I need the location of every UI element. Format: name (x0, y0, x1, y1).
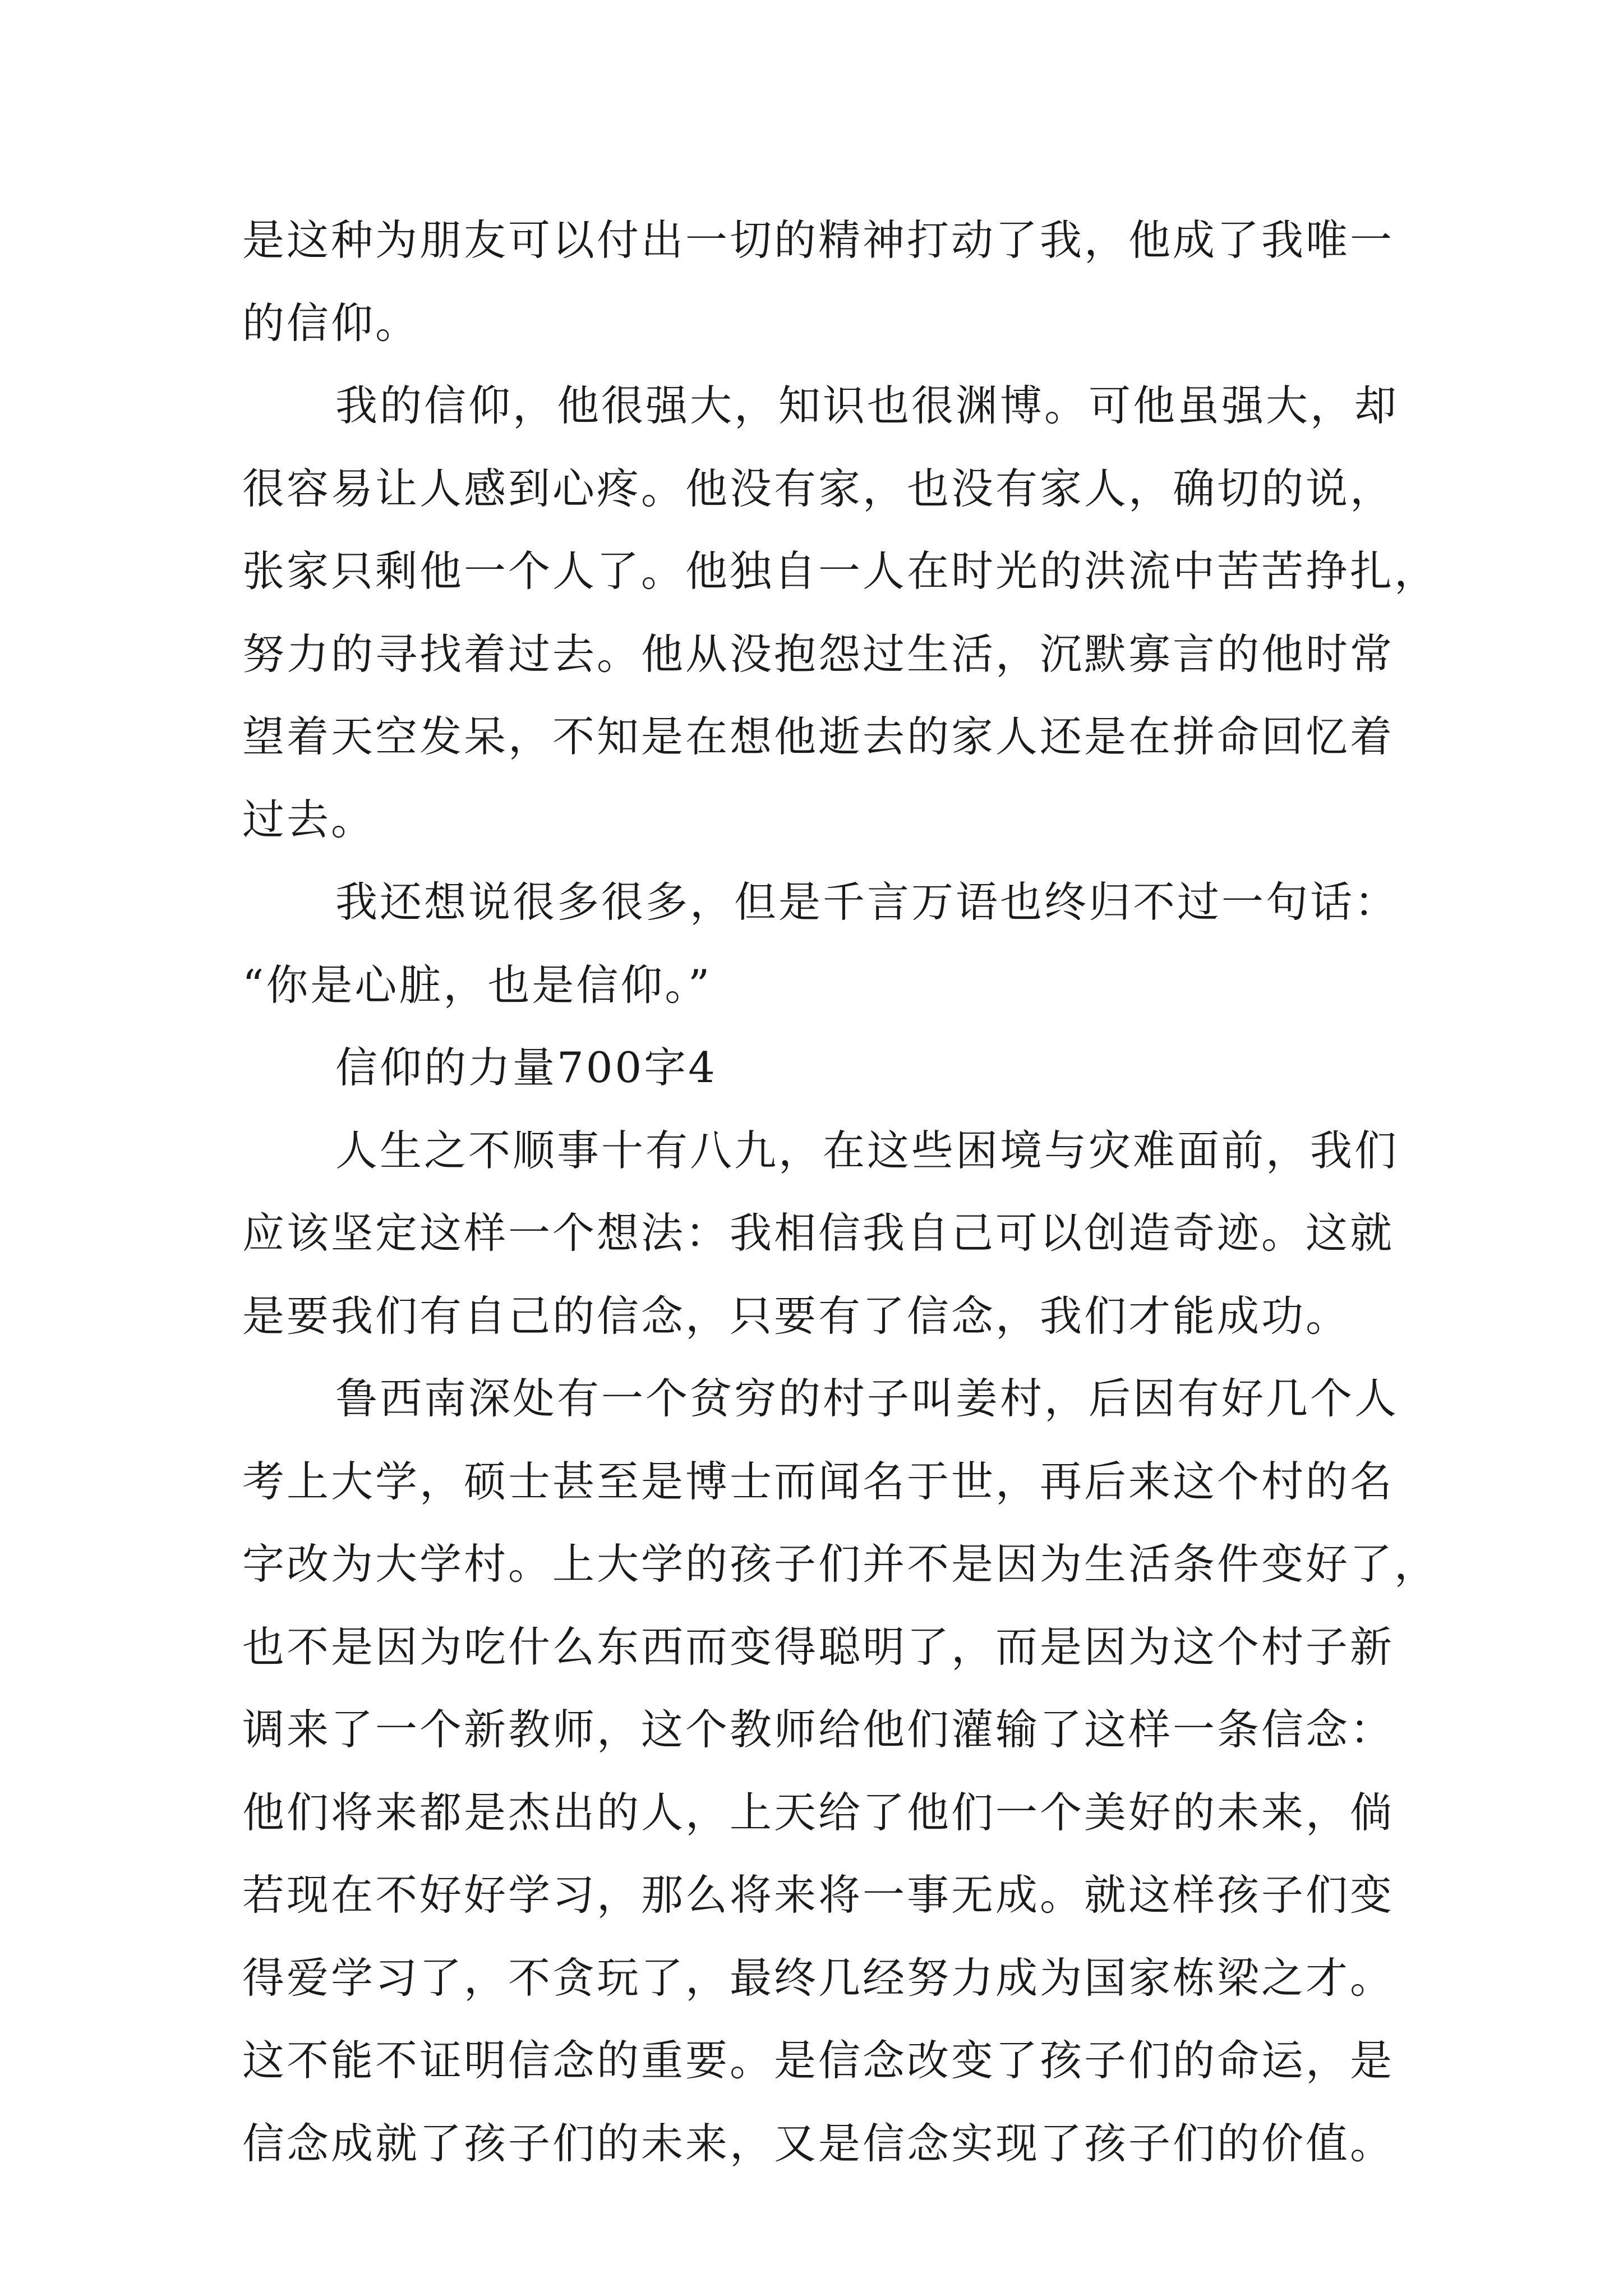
text-line: 得爱学习了，不贪玩了，最终几经努力成为国家栋梁之才。 (242, 1953, 1395, 2003)
text-line: 人生之不顺事十有八九，在这些困境与灾难面前，我们 (335, 1125, 1399, 1175)
text-line: 鲁西南深处有一个贫穷的村子叫姜村，后因有好几个人 (335, 1374, 1399, 1423)
text-line: 他们将来都是杰出的人，上天给了他们一个美好的未来，倘 (242, 1787, 1395, 1837)
text-line: “你是心脏，也是信仰。” (242, 960, 712, 1010)
text-line: 若现在不好好学习，那么将来将一事无成。就这样孩子们变 (242, 1870, 1395, 1920)
text-line: 很容易让人感到心疼。他没有家，也没有家人，确切的说， (242, 463, 1395, 513)
text-line: 望着天空发呆，不知是在想他逝去的家人还是在拼命回忆着 (242, 712, 1395, 761)
section-heading: 信仰的力量700字4 (335, 1043, 717, 1092)
text-line: 调来了一个新教师，这个教师给他们灌输了这样一条信念： (242, 1705, 1395, 1754)
text-line: 是要我们有自己的信念，只要有了信念，我们才能成功。 (242, 1291, 1350, 1341)
text-line: 是这种为朋友可以付出一切的精神打动了我，他成了我唯一 (242, 215, 1395, 265)
text-line: 的信仰。 (242, 298, 420, 348)
text-line: 这不能不证明信念的重要。是信念改变了孩子们的命运，是 (242, 2036, 1395, 2085)
text-line: 字改为大学村。上大学的孩子们并不是因为生活条件变好了， (242, 1539, 1439, 1589)
text-line: 也不是因为吃什么东西而变得聪明了，而是因为这个村子新 (242, 1622, 1395, 1672)
text-line: 努力的寻找着过去。他从没抱怨过生活，沉默寡言的他时常 (242, 629, 1395, 679)
text-line: 我还想说很多很多，但是千言万语也终归不过一句话： (335, 877, 1399, 927)
text-line: 信念成就了孩子们的未来，又是信念实现了孩子们的价值。 (242, 2118, 1395, 2168)
text-line: 过去。 (242, 794, 376, 844)
text-line: 我的信仰，他很强大，知识也很渊博。可他虽强大，却 (335, 381, 1399, 430)
document-body (242, 199, 1439, 2185)
text-line: 张家只剩他一个人了。他独自一人在时光的洪流中苦苦挣扎， (242, 546, 1439, 596)
text-line: 考上大学，硕士甚至是博士而闻名于世，再后来这个村的名 (242, 1456, 1395, 1506)
text-line: 应该坚定这样一个想法：我相信我自己可以创造奇迹。这就 (242, 1208, 1395, 1258)
